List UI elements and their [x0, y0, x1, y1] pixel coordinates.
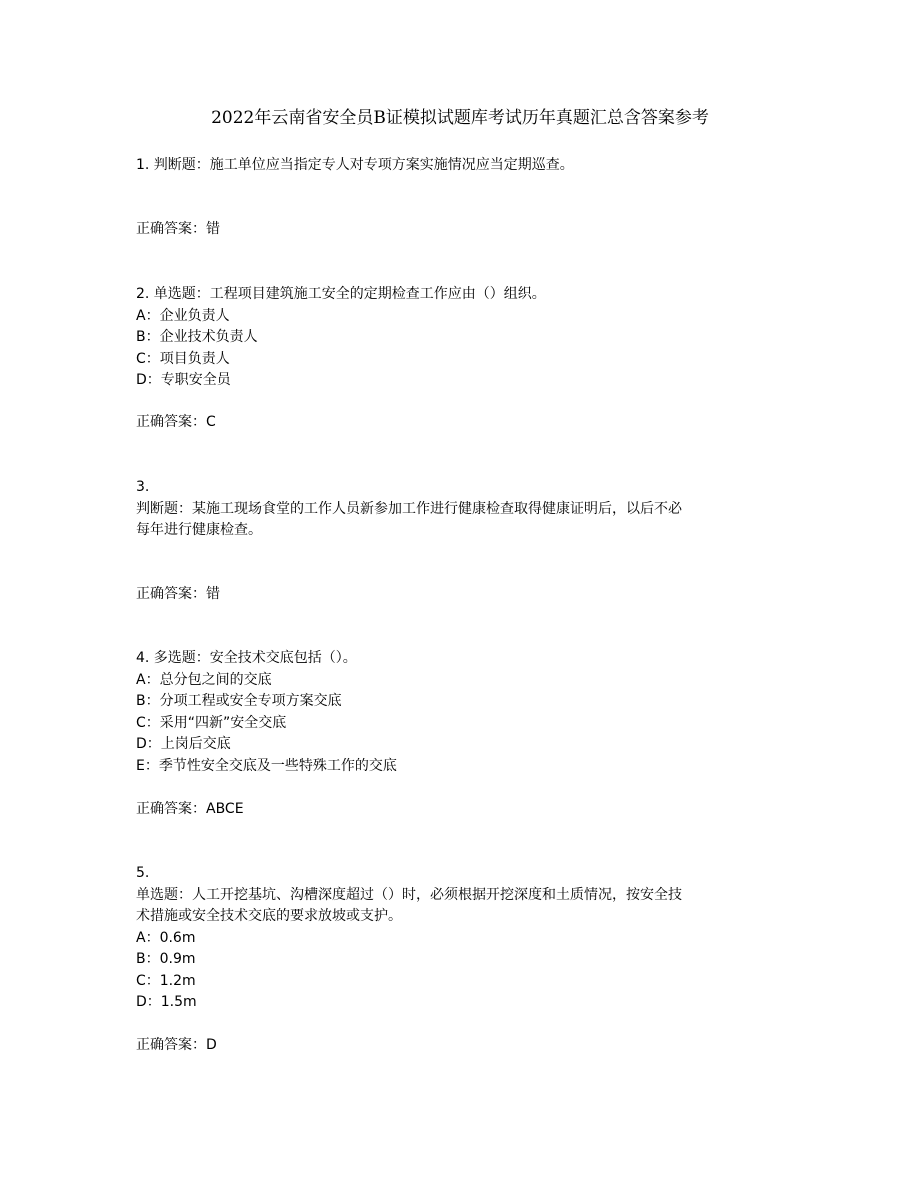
question-1	[136, 155, 786, 177]
option-b: B：企业技术负责人	[136, 329, 258, 345]
answer-3: 正确答案：错	[136, 586, 220, 602]
option-d: D：专职安全员	[136, 372, 231, 388]
option-c: C：项目负责人	[136, 350, 230, 367]
option-c: C：1.2m	[136, 972, 196, 989]
question-number: 3.	[136, 479, 150, 495]
option-d: D：上岗后交底	[136, 736, 231, 752]
question-text-continued: 每年进行健康检查。	[136, 522, 262, 538]
option-c: C：采用“四新”安全交底	[136, 714, 287, 731]
answer-2: 正确答案：C	[136, 414, 216, 430]
document-title: 2022年云南省安全员B证模拟试题库考试历年真题汇总含答案参考	[211, 108, 709, 128]
option-e: E：季节性安全交底及一些特殊工作的交底	[136, 757, 397, 774]
option-a: A：总分包之间的交底	[136, 671, 272, 688]
question-text: 2. 单选题：工程项目建筑施工安全的定期检查工作应由（）组织。	[136, 286, 546, 302]
question-5	[136, 863, 786, 1014]
answer-1: 正确答案：错	[136, 221, 220, 237]
question-4	[136, 648, 786, 777]
question-text: 判断题：某施工现场食堂的工作人员新参加工作进行健康检查取得健康证明后，以后不必	[136, 500, 682, 517]
option-a: A：企业负责人	[136, 307, 230, 324]
option-a: A：0.6m	[136, 929, 196, 946]
question-text: 单选题：人工开挖基坑、沟槽深度超过（）时，必须根据开挖深度和土质情况，按安全技	[136, 886, 682, 903]
answer-5: 正确答案：D	[136, 1037, 217, 1053]
option-b: B：分项工程或安全专项方案交底	[136, 693, 342, 709]
question-text: 1. 判断题：施工单位应当指定专人对专项方案实施情况应当定期巡查。	[136, 157, 574, 173]
question-2	[136, 284, 786, 392]
option-d: D：1.5m	[136, 994, 197, 1010]
answer-4: 正确答案：ABCE	[136, 801, 244, 817]
option-b: B：0.9m	[136, 951, 196, 967]
question-text: 4. 多选题：安全技术交底包括（）。	[136, 650, 357, 666]
question-3	[136, 477, 786, 542]
question-number: 5.	[136, 865, 150, 881]
question-text-continued: 术措施或安全技术交底的要求放坡或支护。	[136, 908, 402, 924]
